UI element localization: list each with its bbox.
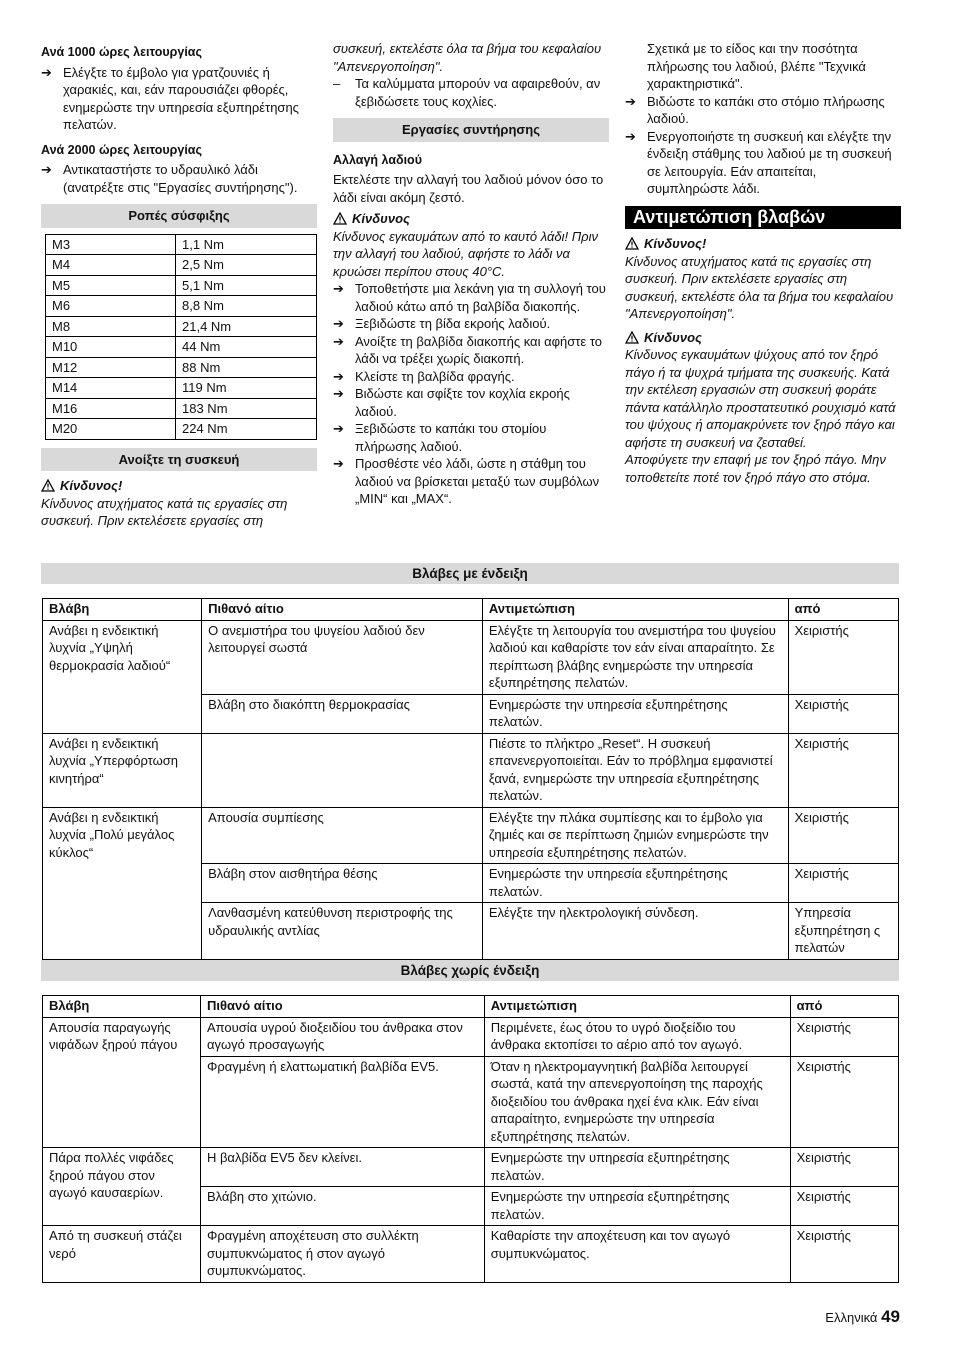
torque-size: M10 xyxy=(46,337,176,358)
cause-cell: Ο ανεμιστήρα του ψυγείου λαδιού δεν λειτουργεί σωστά xyxy=(202,620,483,694)
arrow-right-icon: ➔ xyxy=(625,93,636,109)
fault-cell: Ανάβει η ενδεικτική λυχνία „Πολύ μεγάλος κύκλος“ xyxy=(43,807,202,959)
column-header: Πιθανό αίτιο xyxy=(202,599,483,621)
torque-size: M16 xyxy=(46,398,176,419)
torque-size: M6 xyxy=(46,296,176,317)
by-cell: Χειριστής xyxy=(788,864,898,903)
cause-cell: Βλάβη στο διακόπτη θερμοκρασίας xyxy=(202,694,483,733)
step-item xyxy=(333,455,609,508)
step-text: Προσθέστε νέο λάδι, ώστε η στάθμη του λαδιού να βρίσκεται μεταξύ των συμβόλων „MIN“ και „MAX“. xyxy=(355,456,600,506)
torque-row xyxy=(46,337,317,358)
table-row xyxy=(43,1226,899,1283)
warning-text: Κίνδυνος εγκαυμάτων ψύχους από τον ξηρό πάγο ή τα ψυχρά τμήματα της συσκευής. Κατά την εκτέλεση εργασιών στη συσκευή φοράτε πάντα κατάλληλο προστατευτικό ρουχισμό κατά του ψύχους ή απομακρύνετε τον ξηρό πάγο και αφήστε τη συσκευή να ζεσταθεί. xyxy=(625,347,896,450)
faults-without-indication-table xyxy=(42,995,899,1283)
fault-cell: Πάρα πολλές νιφάδες ξηρού πάγου στον αγωγό καυσαερίων. xyxy=(43,1148,201,1226)
page-number: 49 xyxy=(881,1307,900,1326)
step-item xyxy=(625,128,901,198)
warning-label xyxy=(41,477,317,495)
arrow-right-icon: ➔ xyxy=(333,333,344,349)
arrow-right-icon: ➔ xyxy=(41,162,52,177)
by-cell: Χειριστής xyxy=(788,620,898,694)
warning-label-text: Κίνδυνος! xyxy=(644,236,707,251)
remedy-cell: Ελέγξτε την ηλεκτρολογική σύνδεση. xyxy=(482,903,788,960)
step-text: Ενεργοποιήστε τη συσκευή και ελέγξτε την ένδειξη στάθμης του λαδιού με τη συσκευή σε λειτουργία. Εάν απαιτείται, συμπληρώστε λάδι. xyxy=(647,128,892,196)
remedy-cell: Ελέγξτε την πλάκα συμπίεσης και το έμβολο για ζημιές και σε περίπτωση ζημιών ενημερώστε την υπηρεσία εξυπηρέτησης πελατών. xyxy=(482,807,788,864)
faults-with-indication-heading: Βλάβες με ένδειξη xyxy=(41,563,899,584)
warning-triangle-icon xyxy=(41,479,55,492)
cause-cell: Η βαλβίδα EV5 δεν κλείνει. xyxy=(200,1148,484,1187)
table-row xyxy=(43,1017,899,1056)
torque-row xyxy=(46,275,317,296)
column-header: Πιθανό αίτιο xyxy=(200,996,484,1018)
maintenance-heading: Εργασίες συντήρησης xyxy=(333,118,609,142)
remedy-cell: Πιέστε το πλήκτρο „Reset“. Η συσκευή επανενεργοποιείται. Εάν το πρόβλημα εμφανιστεί ξανά, ενημερώστε την υπηρεσία εξυπηρέτησης πελατών. xyxy=(482,733,788,807)
by-cell: Χειριστής xyxy=(788,694,898,733)
torque-row xyxy=(46,255,317,276)
by-cell: Χειριστής xyxy=(790,1187,898,1226)
arrow-right-icon: ➔ xyxy=(333,421,344,436)
continued-text: συσκευή, εκτελέστε όλα τα βήμα του κεφαλαίου "Απενεργοποίηση". xyxy=(333,41,602,74)
cause-cell xyxy=(202,733,483,807)
by-cell: Χειριστής xyxy=(790,1017,898,1056)
arrow-right-icon: ➔ xyxy=(333,316,344,331)
column-header: Βλάβη xyxy=(43,996,201,1018)
step-text: Ξεβιδώστε το καπάκι του στομίου πλήρωσης λαδιού. xyxy=(355,421,547,454)
step-text: Κλείστε τη βαλβίδα φραγής. xyxy=(355,368,515,384)
oil-fill-steps xyxy=(625,93,901,198)
warning-label xyxy=(333,210,609,228)
column-header: Βλάβη xyxy=(43,599,202,621)
by-cell: Υπηρεσία εξυπηρέτηση ς πελατών xyxy=(788,903,898,960)
fault-cell: Ανάβει η ενδεικτική λυχνία „Υπερφόρτωση κινητήρα“ xyxy=(43,733,202,807)
step-text: Ξεβιδώστε τη βίδα εκροής λαδιού. xyxy=(355,316,551,331)
torque-table xyxy=(45,234,317,440)
step-item xyxy=(333,315,609,333)
step-item xyxy=(333,368,609,386)
torque-value: 224 Nm xyxy=(176,419,317,440)
torque-value: 88 Nm xyxy=(176,357,317,378)
torque-size: M4 xyxy=(46,255,176,276)
arrow-right-icon: ➔ xyxy=(41,64,52,80)
remedy-cell: Καθαρίστε την αποχέτευση και τον αγωγό συμπυκνώματος. xyxy=(484,1226,790,1283)
footer-language: Ελληνικά xyxy=(825,1310,878,1325)
torque-row xyxy=(46,296,317,317)
step-1000-hours xyxy=(41,64,317,134)
warning-triangle-icon xyxy=(625,237,639,250)
cause-cell: Λανθασμένη κατεύθυνση περιστροφής της υδραυλικής αντλίας xyxy=(202,903,483,960)
arrow-right-icon: ➔ xyxy=(333,456,344,471)
column-3 xyxy=(625,40,901,486)
dash-item-text: Τα καλύμματα μπορούν να αφαιρεθούν, αν ξεβιδώσετε τους κοχλίες. xyxy=(355,76,601,109)
step-item xyxy=(625,93,901,128)
torque-size: M12 xyxy=(46,357,176,378)
oil-change-heading: Αλλαγή λαδιού xyxy=(333,152,422,167)
table-header-row xyxy=(43,599,899,621)
torque-size: M14 xyxy=(46,378,176,399)
torque-row xyxy=(46,398,317,419)
cause-cell: Φραγμένη αποχέτευση στο συλλέκτη συμπυκνώματος ή στον αγωγό συμπυκνώματος. xyxy=(200,1226,484,1283)
dash-item: – Τα καλύμματα μπορούν να αφαιρεθούν, αν ξεβιδώσετε τους κοχλίες. xyxy=(333,75,609,110)
warning-triangle-icon xyxy=(333,212,347,225)
torque-value: 183 Nm xyxy=(176,398,317,419)
torque-row xyxy=(46,357,317,378)
by-cell: Χειριστής xyxy=(790,1226,898,1283)
warning-text-2: Αποφύγετε την επαφή με τον ξηρό πάγο. Μην τοποθετείτε ποτέ τον ξηρό πάγο στο στόμα. xyxy=(625,452,886,485)
remedy-cell: Ενημερώστε την υπηρεσία εξυπηρέτησης πελατών. xyxy=(484,1187,790,1226)
torque-row xyxy=(46,419,317,440)
by-cell: Χειριστής xyxy=(788,807,898,864)
fault-cell: Απουσία παραγωγής νιφάδων ξηρού πάγου xyxy=(43,1017,201,1148)
torque-value: 21,4 Nm xyxy=(176,316,317,337)
warning-label xyxy=(625,235,901,253)
cause-cell: Βλάβη στον αισθητήρα θέσης xyxy=(202,864,483,903)
step-item xyxy=(333,280,609,315)
torque-row xyxy=(46,234,317,255)
torque-value: 44 Nm xyxy=(176,337,317,358)
torque-size: M5 xyxy=(46,275,176,296)
table-row xyxy=(43,807,899,864)
torque-value: 119 Nm xyxy=(176,378,317,399)
remedy-cell: Ενημερώστε την υπηρεσία εξυπηρέτησης πελατών. xyxy=(484,1148,790,1187)
warning-text: Κίνδυνος ατυχήματος κατά τις εργασίες στη συσκευή. Πριν εκτελέσετε εργασίες στη xyxy=(41,495,288,528)
warning-text: Κίνδυνος ατυχήματος κατά τις εργασίες στη συσκευή. Πριν εκτελέσετε εργασίες στη συσκευή, εκτελέστε όλα τα βήμα του κεφαλαίου "Απενεργοποίηση". xyxy=(625,253,894,321)
fault-cell: Ανάβει η ενδεικτική λυχνία „Υψηλή θερμοκρασία λαδιού“ xyxy=(43,620,202,733)
faults-without-indication-heading: Βλάβες χωρίς ένδειξη xyxy=(41,960,899,981)
arrow-right-icon: ➔ xyxy=(333,281,344,296)
by-cell: Χειριστής xyxy=(790,1148,898,1187)
torque-heading: Ροπές σύσφιξης xyxy=(41,204,317,228)
table-row xyxy=(43,620,899,694)
page-footer xyxy=(825,1307,900,1327)
remedy-cell: Ενημερώστε την υπηρεσία εξυπηρέτησης πελατών. xyxy=(482,694,788,733)
by-cell: Χειριστής xyxy=(788,733,898,807)
warning-label-text: Κίνδυνος xyxy=(352,211,410,226)
column-1 xyxy=(41,40,317,530)
step-text: Βιδώστε και σφίξτε τον κοχλία εκροής λαδιού. xyxy=(355,386,570,419)
warning-label xyxy=(625,329,901,347)
column-header: Αντιμετώπιση xyxy=(484,996,790,1018)
column-header: από xyxy=(788,599,898,621)
torque-value: 1,1 Nm xyxy=(176,234,317,255)
table-row xyxy=(43,1148,899,1187)
remedy-cell: Ελέγξτε τη λειτουργία του ανεμιστήρα του ψυγείου λαδιού και καθαρίστε τον εάν είναι απαραίτητο. Σε περίπτωση βλάβης ενημερώστε την υπηρεσία εξυπηρέτησης πελατών. xyxy=(482,620,788,694)
cause-cell: Βλάβη στο χιτώνιο. xyxy=(200,1187,484,1226)
torque-value: 8,8 Nm xyxy=(176,296,317,317)
troubleshooting-heading: Αντιμετώπιση βλαβών xyxy=(625,206,901,230)
arrow-right-icon: ➔ xyxy=(333,386,344,401)
continued-text: Σχετικά με το είδος και την ποσότητα πλήρωσης του λαδιού, βλέπε "Τεχνικά χαρακτηριστικά". xyxy=(647,41,866,91)
warning-label-text: Κίνδυνος xyxy=(644,329,702,345)
by-cell: Χειριστής xyxy=(790,1056,898,1148)
step-2000-hours xyxy=(41,161,317,196)
step-text: Ανοίξτε τη βαλβίδα διακοπής και αφήστε το λάδι να τρέξει χωρίς διακοπή. xyxy=(355,333,602,366)
remedy-cell: Περιμένετε, έως ότου το υγρό διοξείδιο του άνθρακα εκτοπίσει το αέριο από τον αγωγό. xyxy=(484,1017,790,1056)
oil-change-text: Εκτελέστε την αλλαγή του λαδιού μόνον όσο το λάδι είναι ακόμη ζεστό. xyxy=(333,172,604,205)
step-text: Αντικαταστήστε το υδραυλικό λάδι (ανατρέξτε στις "Εργασίες συντήρησης"). xyxy=(63,162,298,195)
heading-2000-hours: Ανά 2000 ώρες λειτουργίας xyxy=(41,142,202,157)
remedy-cell: Όταν η ηλεκτρομαγνητική βαλβίδα λειτουργεί σωστά, κατά την απενεργοποίηση της παροχής διοξειδίου του άνθρακα ηχεί ένα κλικ. Εάν είναι απαραίτητο, ενημερώστε την υπηρεσία εξυπηρέτησης πελατών. xyxy=(484,1056,790,1148)
torque-value: 5,1 Nm xyxy=(176,275,317,296)
cause-cell: Απουσία υγρού διοξειδίου του άνθρακα στον αγωγό προσαγωγής xyxy=(200,1017,484,1056)
torque-row xyxy=(46,316,317,337)
table-row xyxy=(43,733,899,807)
column-header: από xyxy=(790,996,898,1018)
column-2 xyxy=(333,40,609,508)
step-text: Τοποθετήστε μια λεκάνη για τη συλλογή του λαδιού κάτω από τη βαλβίδα διακοπής. xyxy=(355,281,606,314)
step-item xyxy=(333,385,609,420)
heading-1000-hours: Ανά 1000 ώρες λειτουργίας xyxy=(41,45,202,59)
oil-change-steps xyxy=(333,280,609,508)
fault-cell: Από τη συσκευή στάζει νερό xyxy=(43,1226,201,1283)
torque-size: M3 xyxy=(46,234,176,255)
torque-row xyxy=(46,378,317,399)
step-text: Βιδώστε το καπάκι στο στόμιο πλήρωσης λαδιού. xyxy=(647,93,885,126)
torque-size: M20 xyxy=(46,419,176,440)
warning-label-text: Κίνδυνος! xyxy=(60,478,123,493)
arrow-right-icon: ➔ xyxy=(333,368,344,384)
open-device-heading: Ανοίξτε τη συσκευή xyxy=(41,448,317,472)
step-item xyxy=(333,420,609,455)
torque-value: 2,5 Nm xyxy=(176,255,317,276)
remedy-cell: Ενημερώστε την υπηρεσία εξυπηρέτησης πελατών. xyxy=(482,864,788,903)
table-header-row xyxy=(43,996,899,1018)
step-item xyxy=(333,333,609,368)
warning-triangle-icon xyxy=(625,331,639,344)
arrow-right-icon: ➔ xyxy=(625,128,636,144)
warning-text: Κίνδυνος εγκαυμάτων από το καυτό λάδι! Πριν την αλλαγή του λαδιού, αφήστε το λάδι να κρυώσει περίπου στους 40°C. xyxy=(333,228,598,279)
cause-cell: Φραγμένη ή ελαττωματική βαλβίδα EV5. xyxy=(200,1056,484,1148)
torque-size: M8 xyxy=(46,316,176,337)
cause-cell: Απουσία συμπίεσης xyxy=(202,807,483,864)
step-text: Ελέγξτε το έμβολο για γρατζουνιές ή χαρακιές, και, εάν παρουσιάζει φθορές, ενημερώστε την υπηρεσία εξυπηρέτησης πελατών. xyxy=(63,64,299,132)
faults-with-indication-table xyxy=(42,598,899,960)
column-header: Αντιμετώπιση xyxy=(482,599,788,621)
